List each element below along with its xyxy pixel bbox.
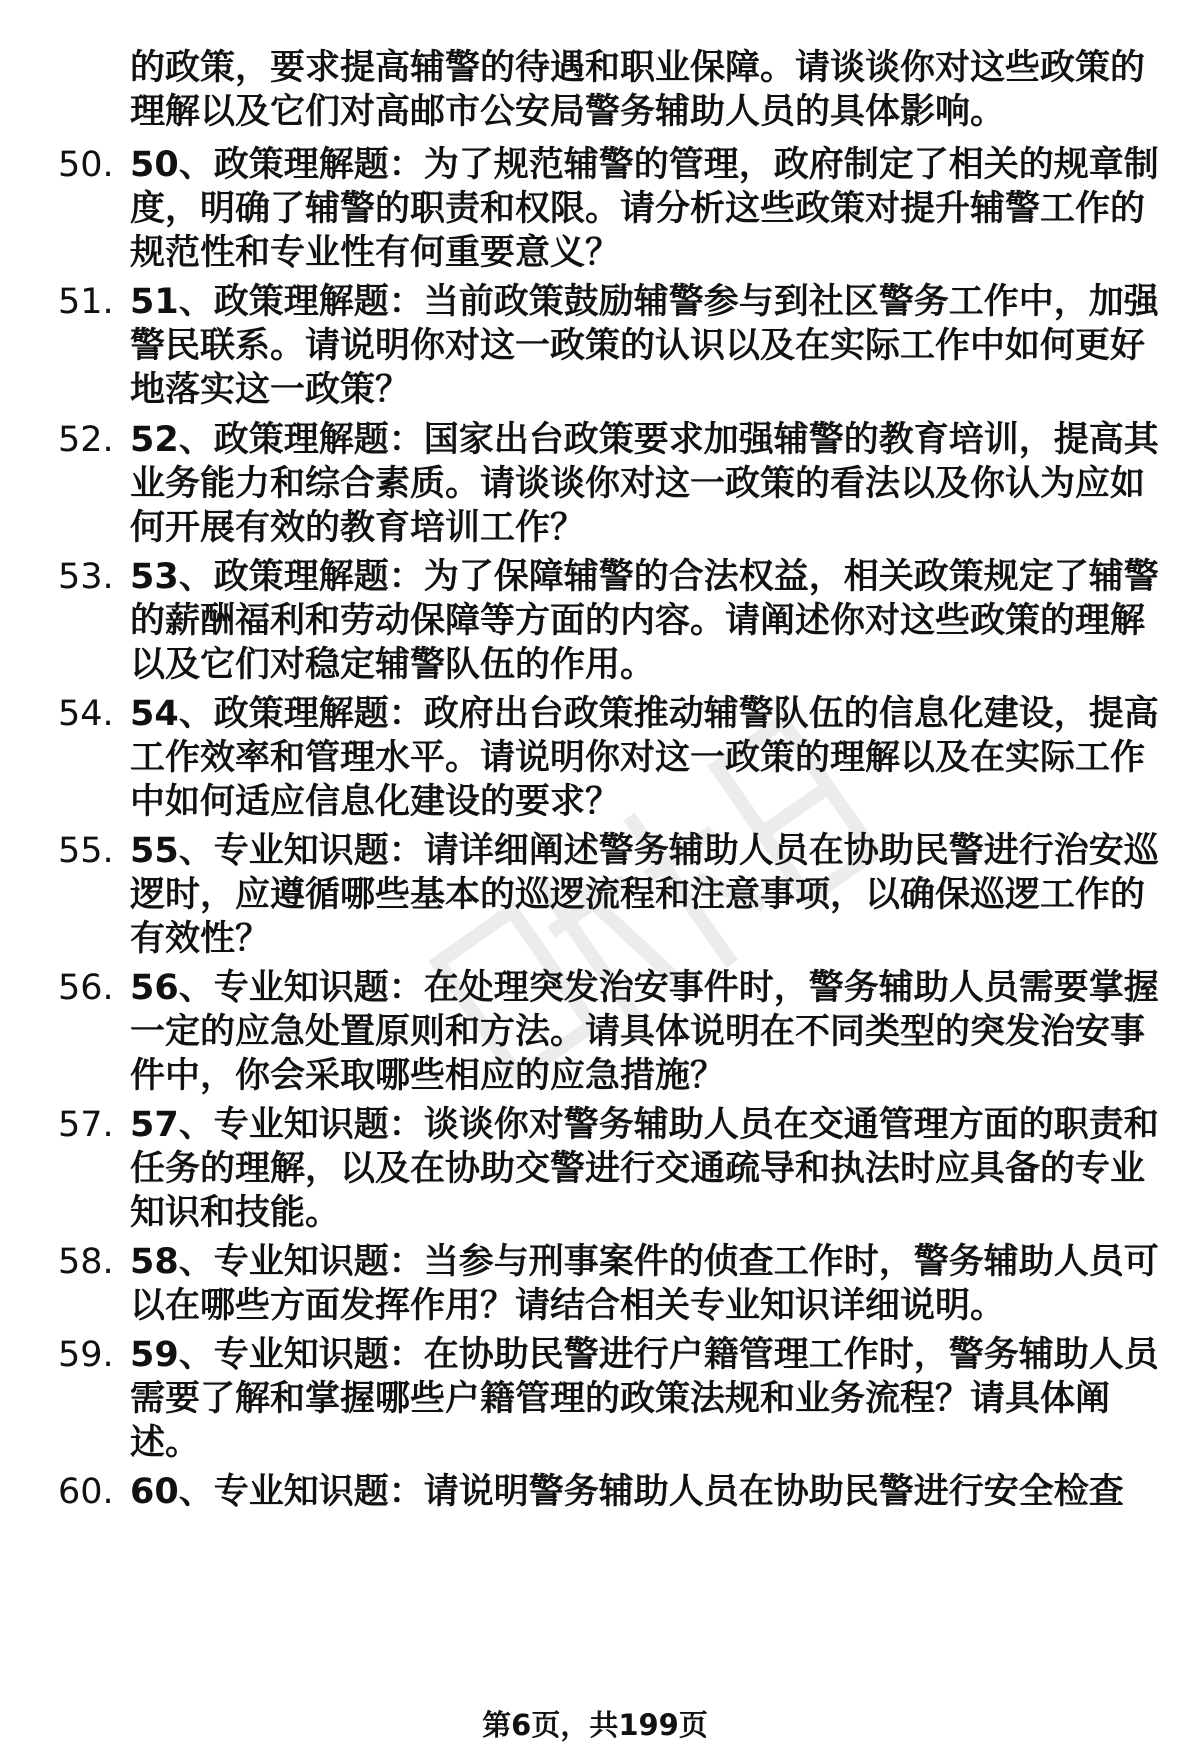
question-text: 50、政策理解题：为了规范辅警的管理，政府制定了相关的规章制度，明确了辅警的职责和权限。请分析这些政策对提升辅警工作的规范性和专业性有何重要意义？ — [130, 145, 1159, 273]
question-text: 58、专业知识题：当参与刑事案件的侦查工作时，警务辅助人员可以在哪些方面发挥作用？请结合相关专业知识详细说明。 — [130, 1242, 1159, 1326]
question-text: 57、专业知识题：谈谈你对警务辅助人员在交通管理方面的职责和任务的理解，以及在协助交警进行交通疏导和执法时应具备的专业知识和技能。 — [130, 1105, 1159, 1233]
question-text: 54、政策理解题：政府出台政策推动辅警队伍的信息化建设，提高工作效率和管理水平。请说明你对这一政策的理解以及在实际工作中如何适应信息化建设的要求？ — [130, 694, 1159, 822]
item-number: 57. — [58, 1105, 114, 1145]
item-number: 58. — [58, 1242, 114, 1282]
item-number: 51. — [58, 282, 114, 322]
question-text: 51、政策理解题：当前政策鼓励辅警参与到社区警务工作中，加强警民联系。请说明你对这一政策的认识以及在实际工作中如何更好地落实这一政策？ — [130, 282, 1159, 410]
item-number: 56. — [58, 968, 114, 1008]
item-number: 53. — [58, 557, 114, 597]
item-number: 52. — [58, 420, 114, 460]
item-number: 60. — [58, 1472, 114, 1512]
question-text: 60、专业知识题：请说明警务辅助人员在协助民警进行安全检查 — [130, 1472, 1124, 1512]
item-number: 59. — [58, 1335, 114, 1375]
continuation-paragraph: 的政策，要求提高辅警的待遇和职业保障。请谈谈你对这些政策的理解以及它们对高邮市公安局警务辅助人员的具体影响。 — [130, 48, 1146, 132]
question-text: 52、政策理解题：国家出台政策要求加强辅警的教育培训，提高其业务能力和综合素质。请谈谈你对这一政策的看法以及你认为应如何开展有效的教育培训工作？ — [130, 420, 1159, 548]
item-number: 50. — [58, 145, 114, 185]
item-number: 54. — [58, 694, 114, 734]
item-number: 55. — [58, 831, 114, 871]
question-text: 59、专业知识题：在协助民警进行户籍管理工作时，警务辅助人员需要了解和掌握哪些户籍管理的政策法规和业务流程？请具体阐述。 — [130, 1335, 1159, 1463]
page-footer: 第6页，共199页 — [482, 1708, 708, 1742]
question-text: 53、政策理解题：为了保障辅警的合法权益，相关政策规定了辅警的薪酬福利和劳动保障等方面的内容。请阐述你对这些政策的理解以及它们对稳定辅警队伍的作用。 — [130, 557, 1159, 685]
question-text: 55、专业知识题：请详细阐述警务辅助人员在协助民警进行治安巡逻时，应遵循哪些基本的巡逻流程和注意事项，以确保巡逻工作的有效性？ — [130, 831, 1159, 959]
question-text: 56、专业知识题：在处理突发治安事件时，警务辅助人员需要掌握一定的应急处置原则和方法。请具体说明在不同类型的突发治安事件中，你会采取哪些相应的应急措施？ — [130, 968, 1159, 1096]
